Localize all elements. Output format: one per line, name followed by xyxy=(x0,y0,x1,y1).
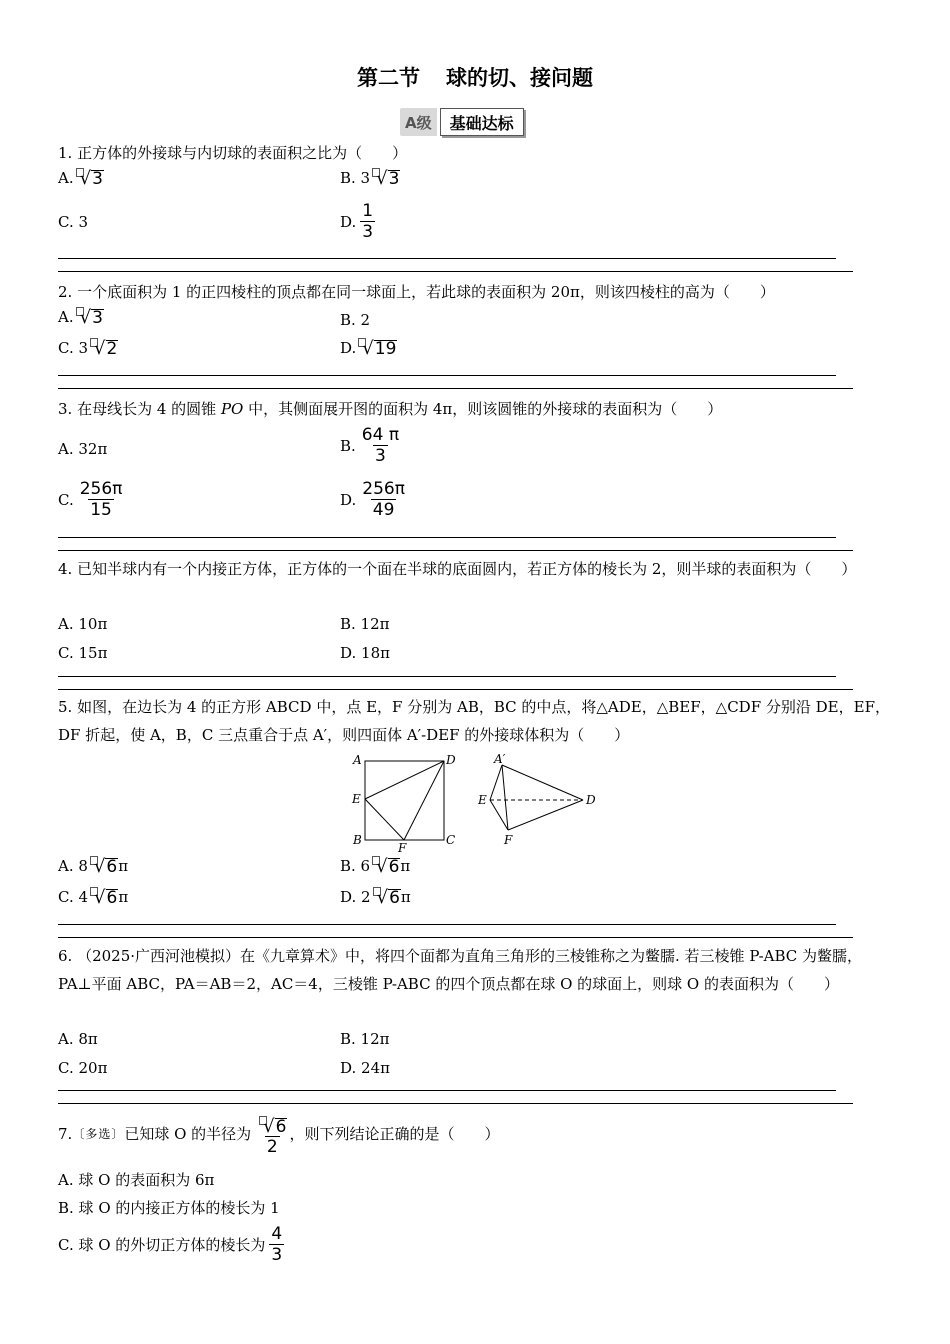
radical: √ 3 xyxy=(372,168,400,188)
point-label: A′ xyxy=(494,752,506,766)
q5-option-c[interactable]: C. 4 √ 6 π xyxy=(58,887,129,908)
radical: √ 6 xyxy=(373,887,401,907)
q3-option-c[interactable]: C. $\frac{256\pi}{15}$ xyxy=(58,479,123,520)
point-label: D xyxy=(446,753,456,767)
radical: √ 3 xyxy=(76,307,104,327)
q6-option-a[interactable]: A. 8π xyxy=(58,1030,98,1048)
answer-line xyxy=(58,924,836,925)
q7-option-a[interactable]: A. 球 O 的表面积为 6π xyxy=(58,1171,215,1189)
answer-line xyxy=(58,375,836,376)
question-4-stem: 4. 已知半球内有一个内接正方体，正方体的一个面在半球的底面圆内，若正方体的棱长为 2，则半球的表面积为（ ） xyxy=(58,560,857,578)
fraction: $\frac{4}{3}$ xyxy=(271,1224,283,1265)
q3-option-a[interactable]: A. 32π xyxy=(58,440,108,458)
page-title: 第二节 球的切、接问题 xyxy=(357,66,593,90)
radical: √ 19 xyxy=(358,338,397,358)
radical: √ 6 xyxy=(90,856,118,876)
radical: √ 6 xyxy=(372,856,400,876)
q2-option-a[interactable]: A. √ 3 xyxy=(58,307,103,328)
point-label: C xyxy=(446,833,456,847)
answer-line xyxy=(58,388,853,389)
figure-square-abcd xyxy=(348,750,463,855)
answer-line xyxy=(58,689,853,690)
q1-option-a[interactable]: A. √ 3 xyxy=(58,168,103,189)
q2-option-c[interactable]: C. 3 √ 2 xyxy=(58,338,118,359)
point-label: E xyxy=(352,792,361,806)
q2-option-d[interactable]: D. √ 19 xyxy=(340,338,397,359)
question-7-stem: 7. 〔多选〕 已知球 O 的半径为 √ 6 2 ，则下列结论正确的是（ ） xyxy=(58,1110,500,1157)
q7-option-b[interactable]: B. 球 O 的内接正方体的棱长为 1 xyxy=(58,1199,280,1217)
radical: √ 3 xyxy=(76,168,104,188)
q1-option-c[interactable]: C. 3 xyxy=(58,213,89,231)
fraction: $\frac{256\pi}{15}$ xyxy=(79,479,123,520)
answer-line xyxy=(58,550,853,551)
q6-option-d[interactable]: D. 24π xyxy=(340,1059,390,1077)
question-1-stem: 1. 正方体的外接球与内切球的表面积之比为（ ） xyxy=(58,144,408,162)
q1-option-b[interactable]: B. 3 √ 3 xyxy=(340,168,400,189)
q4-option-c[interactable]: C. 15π xyxy=(58,644,108,662)
fraction: $\frac{1}{3}$ xyxy=(362,201,374,242)
point-label: B xyxy=(353,833,362,847)
figure-tetrahedron xyxy=(475,750,605,850)
answer-line xyxy=(58,1103,853,1104)
radical: √ 2 xyxy=(90,338,118,358)
q3-option-b[interactable]: B. $\frac{64 \pi}{3}$ xyxy=(340,425,400,466)
q5-option-a[interactable]: A. 8 √ 6 π xyxy=(58,856,129,877)
answer-line xyxy=(58,258,836,259)
q1-option-d[interactable]: D. $\frac{1}{3}$ xyxy=(340,201,374,242)
fraction: $\frac{256\pi}{49}$ xyxy=(362,479,405,520)
q4-option-d[interactable]: D. 18π xyxy=(340,644,390,662)
level-badge xyxy=(400,108,524,136)
q5-option-d[interactable]: D. 2 √ 6 π xyxy=(340,887,411,908)
level-name: 基础达标 xyxy=(440,108,524,136)
q4-option-b[interactable]: B. 12π xyxy=(340,615,390,633)
q3-option-d[interactable]: D. $\frac{256\pi}{49}$ xyxy=(340,479,405,520)
answer-line xyxy=(58,937,853,938)
fraction: √ 6 2 xyxy=(255,1110,289,1157)
q6-option-c[interactable]: C. 20π xyxy=(58,1059,108,1077)
q5-option-b[interactable]: B. 6 √ 6 π xyxy=(340,856,411,877)
answer-line xyxy=(58,676,836,677)
fraction: $\frac{64 \pi}{3}$ xyxy=(361,425,400,466)
q7-option-c[interactable]: C. 球 O 的外切正方体的棱长为 $\frac{4}{3}$ xyxy=(58,1224,283,1265)
level-label: A级 xyxy=(400,108,437,136)
answer-line xyxy=(58,537,836,538)
point-label: E xyxy=(478,793,487,807)
point-label: F xyxy=(398,841,407,855)
radical: √ 6 xyxy=(90,887,118,907)
question-3-stem: 3. 在母线长为 4 的圆锥 PO 中，其侧面展开图的面积为 4π，则该圆锥的外接球的表面积为（ ） xyxy=(58,400,723,418)
q2-option-b[interactable]: B. 2 xyxy=(340,311,371,329)
point-label: D xyxy=(586,793,596,807)
point-label: A xyxy=(353,753,362,767)
q6-option-b[interactable]: B. 12π xyxy=(340,1030,390,1048)
question-6-stem: 6. （2025·广西河池模拟）在《九章算术》中，将四个面都为直角三角形的三棱锥称之为鳖臑. 若三棱锥 P-ABC 为鳖臑，PA⊥平面 ABC，PA＝AB＝2，AC＝4，三棱锥 P-ABC 的四个顶点都在球 O 的球面上，则球 O 的表面积为（ ） xyxy=(58,947,863,993)
multi-select-tag: 〔多选〕 xyxy=(72,1127,125,1141)
question-5-stem: 5. 如图，在边长为 4 的正方形 ABCD 中，点 E，F 分别为 AB，BC 的中点，将△ADE，△BEF，△CDF 分别沿 DE，EF，DF 折起，使 A，B，C 三点重合于点 A′，则四面体 A′-DEF 的外接球体积为（ ） xyxy=(58,698,890,744)
question-2-stem: 2. 一个底面积为 1 的正四棱柱的顶点都在同一球面上，若此球的表面积为 20π，则该四棱柱的高为（ ） xyxy=(58,283,775,301)
answer-line xyxy=(58,1090,836,1091)
radical: √ 6 xyxy=(259,1116,287,1136)
answer-line xyxy=(58,271,853,272)
point-label: F xyxy=(504,833,513,847)
q4-option-a[interactable]: A. 10π xyxy=(58,615,108,633)
